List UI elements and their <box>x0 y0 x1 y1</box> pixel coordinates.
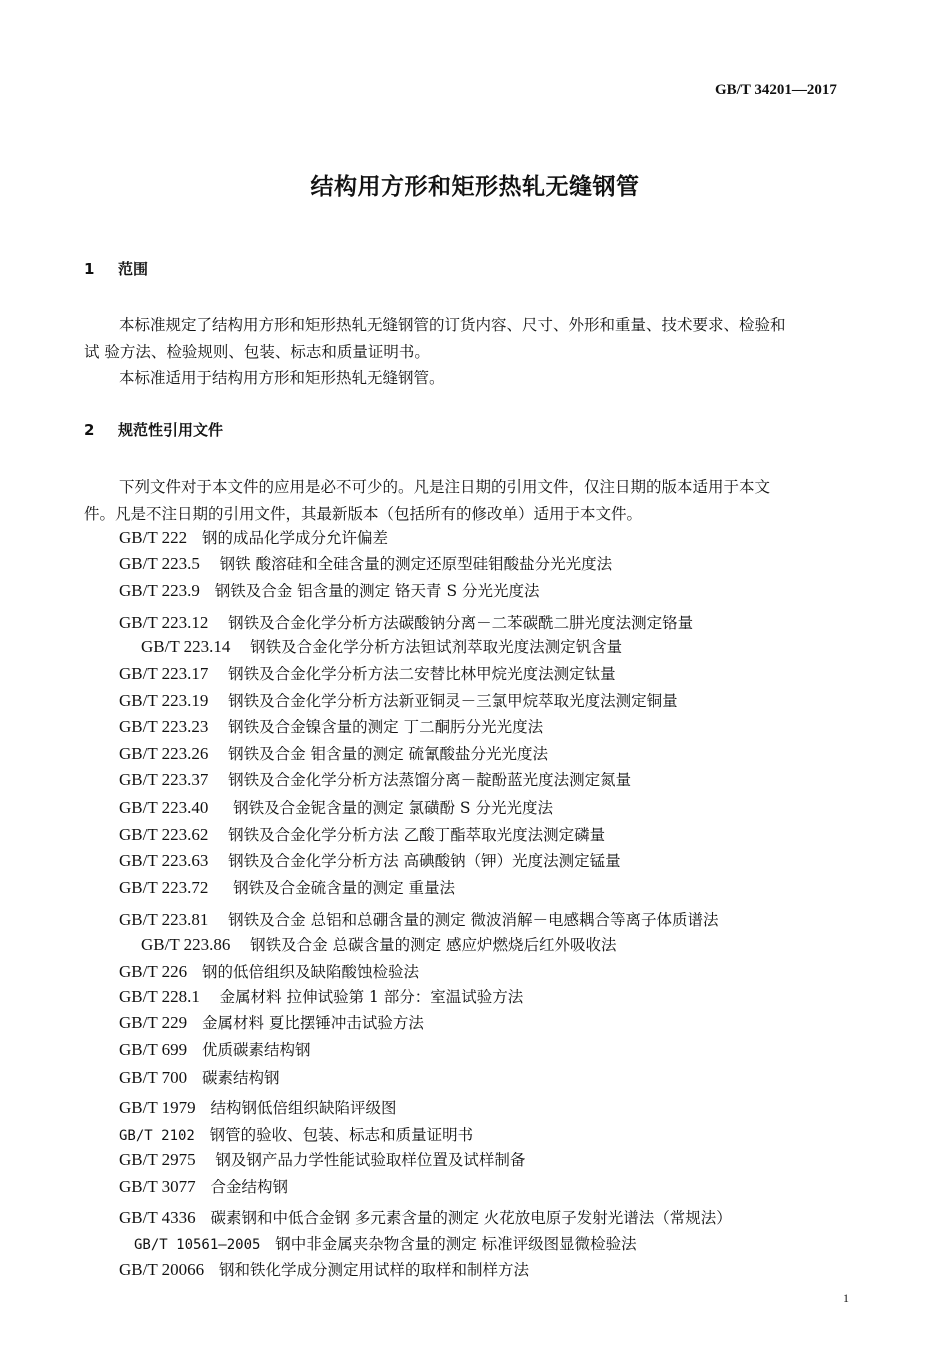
reference-item <box>141 635 622 657</box>
section-number: 2 <box>84 421 95 439</box>
reference-code: GB/T 222 <box>119 528 188 547</box>
reference-code: GB/T 226 <box>119 962 188 981</box>
reference-code: GB/T 223.63 <box>119 851 209 870</box>
standard-number: GB/T 34201—2017 <box>715 82 837 98</box>
reference-item <box>119 823 605 845</box>
reference-item <box>119 768 631 790</box>
reference-item <box>119 579 540 601</box>
reference-code: GB/T 223.26 <box>119 744 209 763</box>
reference-title: 钢的低倍组织及缺陷酸蚀检验法 <box>201 963 419 981</box>
reference-code: GB/T 699 <box>119 1040 188 1059</box>
reference-item <box>119 985 523 1007</box>
section-title: 规范性引用文件 <box>118 421 224 439</box>
reference-title: 优质碳素结构钢 <box>201 1041 311 1059</box>
reference-title: 钢中非金属夹杂物含量的测定 标准评级图显微检验法 <box>275 1235 637 1253</box>
reference-title: 钢铁及合金化学分析方法 高碘酸钠（钾）光度法测定锰量 <box>228 852 621 870</box>
reference-title: 钢铁及合金镍含量的测定 丁二酮肟分光光度法 <box>228 718 544 736</box>
reference-code: GB/T 700 <box>119 1068 188 1087</box>
reference-item <box>119 552 612 574</box>
reference-item <box>119 1175 288 1197</box>
reference-title: 钢铁及合金化学分析方法新亚铜灵－三氯甲烷萃取光度法测定铜量 <box>228 692 678 710</box>
reference-item <box>134 1232 637 1254</box>
reference-item <box>119 796 553 818</box>
paragraph-line: 本标准适用于结构用方形和矩形热轧无缝钢管。 <box>119 369 445 387</box>
reference-title: 金属材料 拉伸试验第 1 部分：室温试验方法 <box>219 988 524 1006</box>
reference-item <box>119 1011 424 1033</box>
reference-item <box>119 715 543 737</box>
section-title: 范围 <box>118 260 149 278</box>
reference-item <box>119 1038 310 1060</box>
reference-title: 金属材料 夏比摆锤冲击试验方法 <box>201 1014 424 1032</box>
reference-title: 钢及钢产品力学性能试验取样位置及试样制备 <box>215 1151 526 1169</box>
reference-title: 钢铁及合金 总碳含量的测定 感应炉燃烧后红外吸收法 <box>250 936 617 954</box>
reference-code: GB/T 3077 <box>119 1177 196 1196</box>
paragraph-line: 下列文件对于本文件的应用是必不可少的。凡是注日期的引用文件，仅注日期的版本适用于本文 <box>119 478 771 496</box>
reference-title: 钢铁及合金化学分析方法碳酸钠分离－二苯碳酰二肼光度法测定铬量 <box>228 614 694 632</box>
section-number: 1 <box>84 260 95 278</box>
reference-item <box>119 526 388 548</box>
reference-item <box>119 1123 473 1145</box>
reference-code: GB/T 4336 <box>119 1208 196 1227</box>
reference-title: 钢铁及合金 铝含量的测定 铬天青 S 分光光度法 <box>214 582 540 600</box>
reference-title: 合金结构钢 <box>210 1178 288 1196</box>
reference-item <box>119 1258 529 1280</box>
reference-title: 钢铁及合金 钼含量的测定 硫氰酸盐分光光度法 <box>228 745 548 763</box>
reference-title: 钢铁及合金化学分析方法钽试剂萃取光度法测定钒含量 <box>250 638 623 656</box>
reference-title: 钢铁及合金硫含量的测定 重量法 <box>233 879 455 897</box>
reference-item <box>119 1066 279 1088</box>
reference-title: 钢铁 酸溶硅和全硅含量的测定还原型硅钼酸盐分光光度法 <box>219 555 613 573</box>
reference-code: GB/T 223.5 <box>119 554 200 573</box>
reference-code: GB/T 223.12 <box>119 613 209 632</box>
reference-title: 钢铁及合金铌含量的测定 氯磺酚 S 分光光度法 <box>233 799 553 817</box>
page-number: 1 <box>843 1291 849 1305</box>
reference-code: GB/T 229 <box>119 1013 188 1032</box>
reference-item <box>119 742 548 764</box>
reference-title: 钢的成品化学成分允许偏差 <box>201 529 388 547</box>
document-title: 结构用方形和矩形热轧无缝钢管 <box>310 174 640 200</box>
reference-title: 结构钢低倍组织缺陷评级图 <box>210 1099 397 1117</box>
reference-code: GB/T 2975 <box>119 1150 196 1169</box>
reference-item <box>119 960 419 982</box>
reference-code: GB/T 223.19 <box>119 691 209 710</box>
reference-code: GB/T 228.1 <box>119 987 200 1006</box>
reference-item <box>119 1206 732 1228</box>
reference-item <box>119 611 693 633</box>
reference-item <box>119 908 719 930</box>
paragraph-line: 本标准规定了结构用方形和矩形热轧无缝钢管的订货内容、尺寸、外形和重量、技术要求、检验和 <box>119 316 786 334</box>
reference-code: GB/T 223.9 <box>119 581 200 600</box>
reference-code: GB/T 20066 <box>119 1260 205 1279</box>
reference-code: GB/T 223.37 <box>119 770 209 789</box>
reference-title: 钢管的验收、包装、标志和质量证明书 <box>209 1126 474 1144</box>
reference-title: 钢铁及合金化学分析方法二安替比林甲烷光度法测定钛量 <box>228 665 616 683</box>
reference-code: GB/T 223.62 <box>119 825 209 844</box>
reference-code: GB/T 223.17 <box>119 664 209 683</box>
reference-item <box>119 662 616 684</box>
reference-code: GB/T 223.81 <box>119 910 209 929</box>
reference-code: GB/T 1979 <box>119 1098 196 1117</box>
reference-title: 钢和铁化学成分测定用试样的取样和制样方法 <box>218 1261 529 1279</box>
reference-title: 钢铁及合金 总铝和总硼含量的测定 微波消解－电感耦合等离子体质谱法 <box>228 911 719 929</box>
reference-code: GB/T 2102 <box>119 1128 195 1144</box>
reference-code: GB/T 10561—2005 <box>134 1237 261 1253</box>
reference-code: GB/T 223.40 <box>119 798 209 817</box>
reference-code: GB/T 223.86 <box>141 935 231 954</box>
paragraph-line: 件。凡是不注日期的引用文件，其最新版本（包括所有的修改单）适用于本文件。 <box>84 505 643 523</box>
reference-code: GB/T 223.72 <box>119 878 209 897</box>
reference-item <box>119 1096 396 1118</box>
reference-item <box>141 933 617 955</box>
section-1-heading <box>84 258 148 279</box>
reference-code: GB/T 223.23 <box>119 717 209 736</box>
reference-title: 碳素钢和中低合金钢 多元素含量的测定 火花放电原子发射光谱法（常规法） <box>210 1209 732 1227</box>
reference-title: 钢铁及合金化学分析方法蒸馏分离－靛酚蓝光度法测定氮量 <box>228 771 632 789</box>
reference-item <box>119 689 678 711</box>
reference-title: 碳素结构钢 <box>201 1069 280 1087</box>
reference-item <box>119 849 621 871</box>
reference-item <box>119 876 455 898</box>
reference-code: GB/T 223.14 <box>141 637 231 656</box>
paragraph-line: 试 验方法、检验规则、包装、标志和质量证明书。 <box>84 343 430 361</box>
section-2-heading <box>84 419 223 440</box>
reference-title: 钢铁及合金化学分析方法 乙酸丁酯萃取光度法测定磷量 <box>228 826 606 844</box>
reference-item <box>119 1148 525 1170</box>
